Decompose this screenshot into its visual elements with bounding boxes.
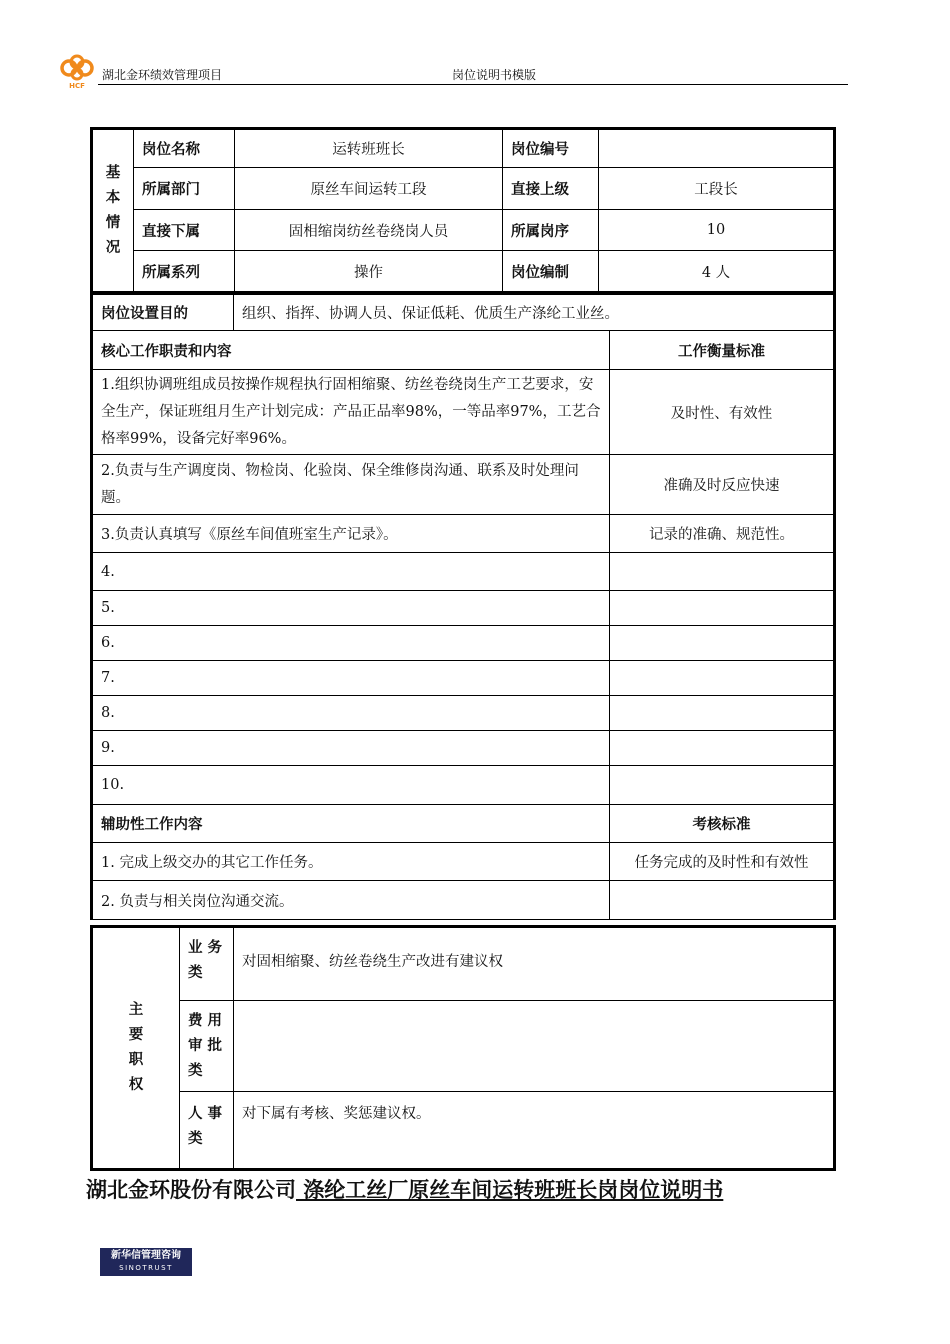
table-row	[92, 591, 835, 626]
core-item-7: 7.	[92, 661, 610, 696]
logo-text: HCF	[69, 82, 85, 90]
label-subordinates: 直接下属	[134, 210, 235, 251]
header-doc-type: 岗位说明书模版	[452, 68, 537, 82]
value-superior: 工段长	[599, 168, 835, 210]
authority-label-expense: 费 用 审 批 类	[180, 1001, 234, 1092]
aux-item-1: 1. 完成上级交办的其它工作任务。	[92, 843, 610, 881]
core-item-4: 4.	[92, 553, 610, 591]
core-std-5	[610, 591, 835, 626]
company-logo	[58, 54, 96, 90]
core-header: 核心工作职责和内容	[92, 331, 610, 370]
table-row	[92, 881, 835, 920]
table-row	[92, 251, 835, 293]
purpose-label: 岗位设置目的	[92, 294, 234, 331]
aux-std-1: 任务完成的及时性和有效性	[610, 843, 835, 881]
aux-std-header: 考核标准	[610, 805, 835, 843]
basic-side-label: 基 本 情 况	[92, 129, 134, 293]
table-row	[92, 515, 835, 553]
table-row	[92, 661, 835, 696]
value-series: 操作	[235, 251, 503, 293]
table-row	[92, 553, 835, 591]
footer-doc-title: 涤纶工丝厂原丝车间运转班班长岗岗位说明书	[296, 1178, 724, 1202]
core-item-3: 3.负责认真填写《原丝车间值班室生产记录》。	[92, 515, 610, 553]
core-item-2: 2.负责与生产调度岗、物检岗、化验岗、保全维修岗沟通、联系及时处理问题。	[92, 455, 610, 515]
table-row	[92, 626, 835, 661]
footer-company: 湖北金环股份有限公司	[86, 1178, 296, 1202]
label-rank: 所属岗序	[503, 210, 599, 251]
value-department: 原丝车间运转工段	[235, 168, 503, 210]
core-item-10: 10.	[92, 766, 610, 805]
value-position-name: 运转班班长	[235, 129, 503, 168]
table-row	[92, 370, 835, 455]
purpose-value: 组织、指挥、协调人员、保证低耗、优质生产涤纶工业丝。	[234, 294, 835, 331]
aux-std-2	[610, 881, 835, 920]
core-std-2: 准确及时反应快速	[610, 455, 835, 515]
table-row	[92, 294, 835, 331]
basic-info-table	[90, 127, 836, 294]
authority-value-personnel: 对下属有考核、奖惩建议权。	[234, 1092, 835, 1170]
core-item-9: 9.	[92, 731, 610, 766]
core-item-5: 5.	[92, 591, 610, 626]
authority-table	[90, 925, 836, 1171]
value-position-code	[599, 129, 835, 168]
table-row	[92, 843, 835, 881]
table-row	[92, 210, 835, 251]
core-std-3: 记录的准确、规范性。	[610, 515, 835, 553]
value-subordinates: 固相缩岗纺丝卷绕岗人员	[235, 210, 503, 251]
header-project: 湖北金环绩效管理项目	[102, 68, 223, 82]
consultant-logo-en: SINOTRUST	[119, 1264, 173, 1272]
label-series: 所属系列	[134, 251, 235, 293]
table-row	[92, 168, 835, 210]
authority-value-business: 对固相缩聚、纺丝卷绕生产改进有建议权	[234, 927, 835, 1001]
consultant-logo	[100, 1248, 192, 1276]
core-item-1: 1.组织协调班组成员按操作规程执行固相缩聚、纺丝卷绕岗生产工艺要求，安全生产，保证班组月生产计划完成：产品正品率98%，一等品率97%，工艺合格率99%，设备完好率96%。	[92, 370, 610, 455]
label-position-code: 岗位编号	[503, 129, 599, 168]
table-row	[92, 129, 835, 168]
authority-side-label: 主 要 职 权	[92, 927, 180, 1170]
consultant-logo-cn: 新华信管理咨询	[111, 1250, 181, 1261]
aux-item-2: 2. 负责与相关岗位沟通交流。	[92, 881, 610, 920]
core-std-4	[610, 553, 835, 591]
core-std-10	[610, 766, 835, 805]
table-row	[92, 927, 835, 1001]
label-position-name: 岗位名称	[134, 129, 235, 168]
table-row	[92, 696, 835, 731]
label-headcount: 岗位编制	[503, 251, 599, 293]
authority-value-expense	[234, 1001, 835, 1092]
authority-label-business: 业 务 类	[180, 927, 234, 1001]
core-std-1: 及时性、有效性	[610, 370, 835, 455]
core-std-6	[610, 626, 835, 661]
value-headcount: 4 人	[599, 251, 835, 293]
footer-title	[86, 1174, 723, 1204]
core-std-7	[610, 661, 835, 696]
header-divider	[98, 84, 848, 85]
table-row	[92, 766, 835, 805]
table-row	[92, 1001, 835, 1092]
duties-table	[90, 292, 836, 920]
core-std-8	[610, 696, 835, 731]
table-row	[92, 805, 835, 843]
core-item-6: 6.	[92, 626, 610, 661]
core-std-9	[610, 731, 835, 766]
core-item-8: 8.	[92, 696, 610, 731]
aux-header: 辅助性工作内容	[92, 805, 610, 843]
core-std-header: 工作衡量标准	[610, 331, 835, 370]
table-row	[92, 1092, 835, 1170]
label-department: 所属部门	[134, 168, 235, 210]
table-row	[92, 731, 835, 766]
label-superior: 直接上级	[503, 168, 599, 210]
table-row	[92, 455, 835, 515]
table-row	[92, 331, 835, 370]
value-rank: 10	[599, 210, 835, 251]
authority-label-personnel: 人 事 类	[180, 1092, 234, 1170]
